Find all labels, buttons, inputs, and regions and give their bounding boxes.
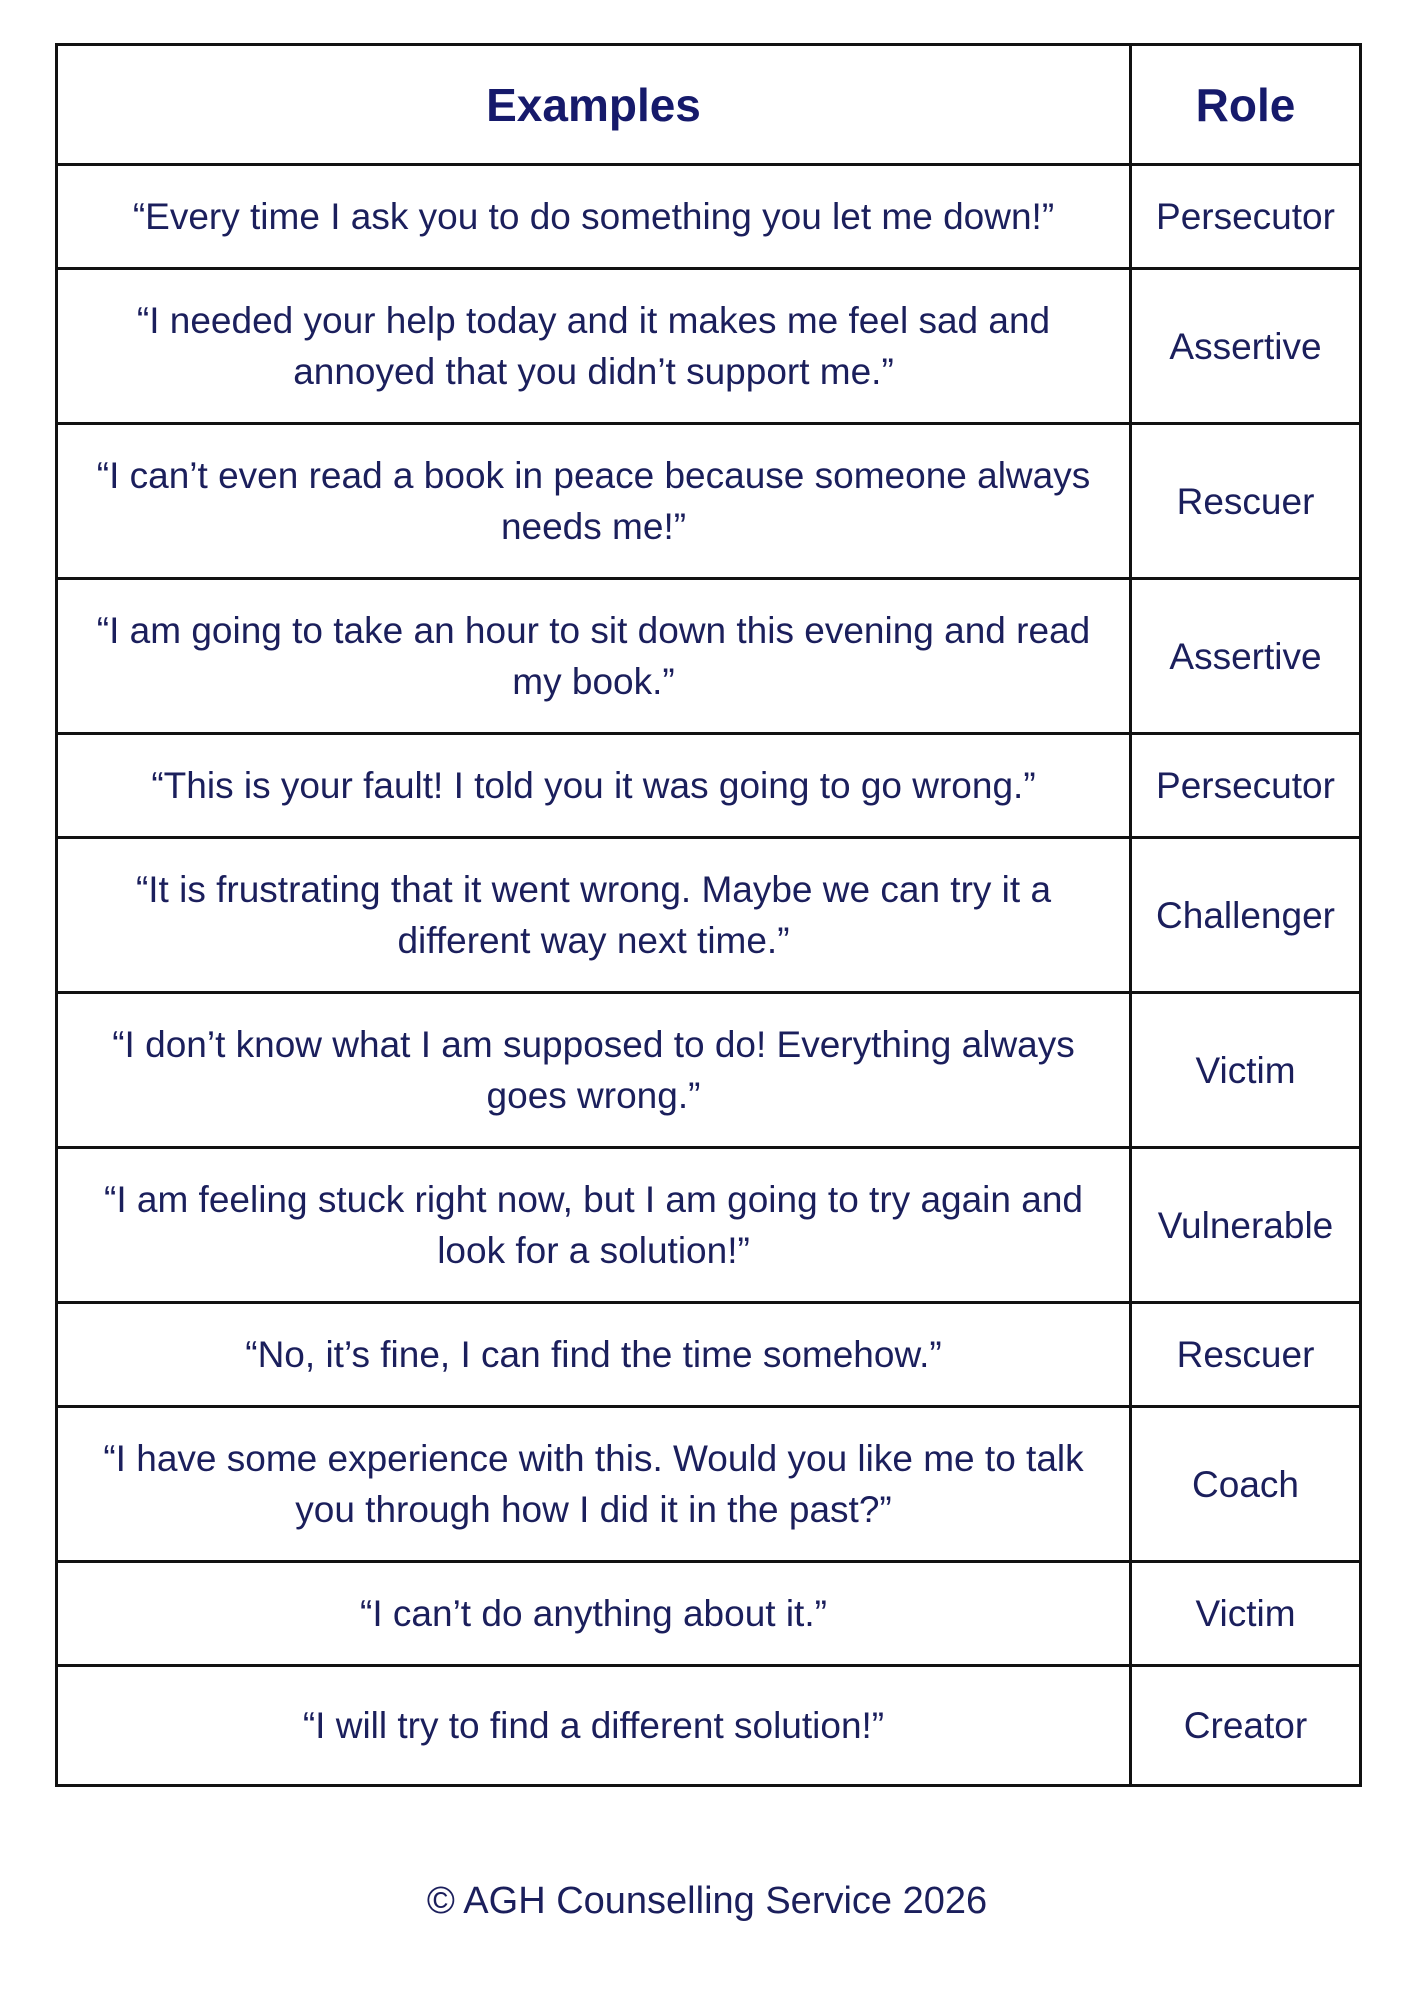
table-row [57, 579, 1361, 734]
role-column-header: Role [1131, 45, 1361, 165]
table-header-row [57, 45, 1361, 165]
role-cell: Assertive [1131, 579, 1361, 734]
example-cell: “I can’t do anything about it.” [57, 1562, 1131, 1666]
example-cell: “I am feeling stuck right now, but I am going to try again and look for a solution!” [57, 1148, 1131, 1303]
role-cell: Persecutor [1131, 734, 1361, 838]
example-cell: “I can’t even read a book in peace because someone always needs me!” [57, 424, 1131, 579]
table-row [57, 1562, 1361, 1666]
example-cell: “I don’t know what I am supposed to do! Everything always goes wrong.” [57, 993, 1131, 1148]
copyright-footer: © AGH Counselling Service 2026 [426, 1880, 988, 1922]
table-row [57, 269, 1361, 424]
role-cell: Victim [1131, 993, 1361, 1148]
example-cell: “This is your fault! I told you it was going to go wrong.” [57, 734, 1131, 838]
example-cell: “No, it’s fine, I can find the time somehow.” [57, 1303, 1131, 1407]
role-cell: Assertive [1131, 269, 1361, 424]
role-cell: Creator [1131, 1666, 1361, 1786]
table-row [57, 1148, 1361, 1303]
table-row [57, 993, 1361, 1148]
roles-worksheet [55, 43, 1359, 1787]
table-row [57, 1407, 1361, 1562]
example-cell: “I needed your help today and it makes me feel sad and annoyed that you didn’t support me.” [57, 269, 1131, 424]
example-cell: “I have some experience with this. Would you like me to talk you through how I did it in the past?” [57, 1407, 1131, 1562]
example-cell: “Every time I ask you to do something you let me down!” [57, 165, 1131, 269]
role-cell: Rescuer [1131, 424, 1361, 579]
role-cell: Persecutor [1131, 165, 1361, 269]
table-row [57, 1303, 1361, 1407]
role-cell: Vulnerable [1131, 1148, 1361, 1303]
table-row [57, 424, 1361, 579]
role-cell: Victim [1131, 1562, 1361, 1666]
example-cell: “I will try to find a different solution!” [57, 1666, 1131, 1786]
examples-column-header: Examples [57, 45, 1131, 165]
example-cell: “It is frustrating that it went wrong. Maybe we can try it a different way next time.” [57, 838, 1131, 993]
table-row [57, 734, 1361, 838]
table-row [57, 838, 1361, 993]
example-cell: “I am going to take an hour to sit down this evening and read my book.” [57, 579, 1131, 734]
role-cell: Rescuer [1131, 1303, 1361, 1407]
role-cell: Challenger [1131, 838, 1361, 993]
role-cell: Coach [1131, 1407, 1361, 1562]
examples-roles-table [55, 43, 1362, 1787]
table-row [57, 165, 1361, 269]
table-row [57, 1666, 1361, 1786]
